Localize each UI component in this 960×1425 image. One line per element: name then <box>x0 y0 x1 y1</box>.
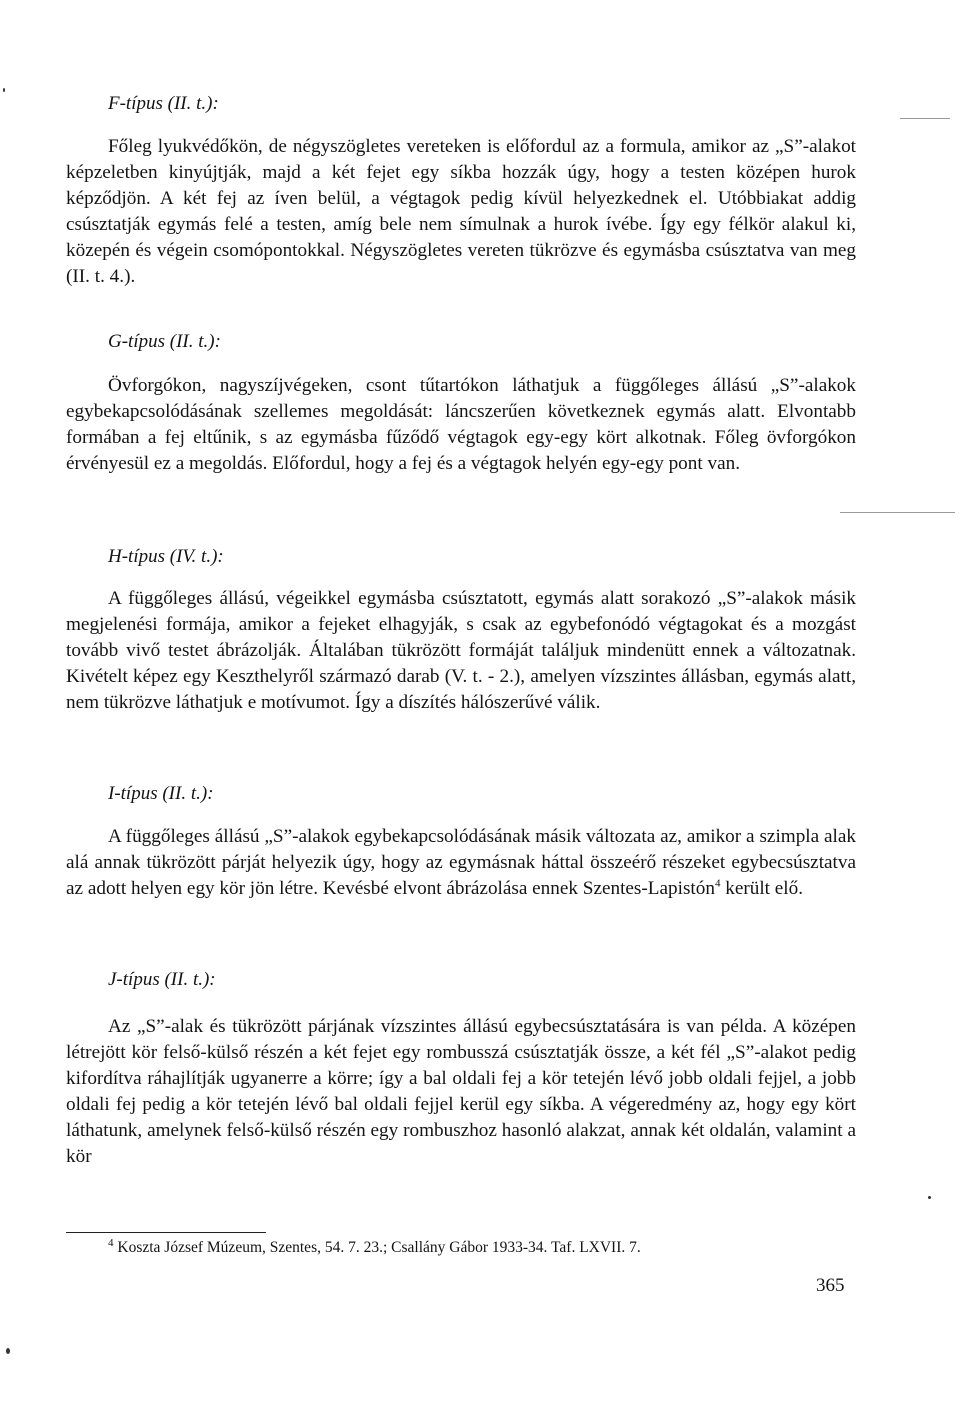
paragraph-text: Övforgókon, nagyszíjvégeken, csont tűtartókon láthatjuk a függőleges állású „S”-alakok egybekapcsolódásának szellemes megoldását: láncszerűen következnek egymás alatt. Elvontabb formában a fej eltűnik, s az egymásba fűződő végtagok egy-egy kört alkotnak. Főleg övforgókon érvényesül ez a megoldás. Előfordul, hogy a fej és a végtagok helyén egy-egy pont van. <box>66 375 856 474</box>
footnote-marker: 4 <box>108 1236 114 1249</box>
scan-speck <box>3 88 5 92</box>
section-paragraph-h <box>66 586 856 716</box>
scan-artifact-line <box>900 118 950 119</box>
section-paragraph-i <box>66 824 856 902</box>
scan-speck <box>928 1196 931 1199</box>
section-heading-g: G-típus (II. t.): <box>108 331 221 352</box>
section-paragraph-j <box>66 1014 856 1170</box>
section-heading-i: I-típus (II. t.): <box>108 783 214 804</box>
paragraph-text: A függőleges állású, végeikkel egymásba csúsztatott, egymás alatt sorakozó „S”-alakok másik megjelenési formája, amikor a fejeket elhagyják, s csak az egybefonódó végtagokat és a mozgást tovább vivő testet ábrázolják. Általában tükrözött formáját találjuk mindenütt ennek a változatnak. Kivételt képez egy Keszthelyről származó darab (V. t. - 2.), amelyen vízszintes állásban, egymás alatt, nem tükrözve láthatjuk e motívumot. Így a díszítés hálószerűvé válik. <box>66 588 856 713</box>
footnote-separator <box>66 1232 266 1233</box>
section-paragraph-g <box>66 373 856 477</box>
page-number: 365 <box>816 1275 845 1296</box>
paragraph-text-after-ref: került elő. <box>720 878 804 899</box>
section-heading-h: H-típus (IV. t.): <box>108 546 224 567</box>
scan-speck <box>6 1348 10 1354</box>
footnote <box>108 1238 641 1258</box>
section-heading-f: F-típus (II. t.): <box>108 93 219 114</box>
paragraph-text-before-ref: A függőleges állású „S”-alakok egybekapcsolódásának másik változata az, amikor a szimpla alak alá annak tükrözött párját helyezik úgy, hogy az egymásnak háttal összeérő részeket egybecsúsztatva az adott helyen egy kör jön létre. Kevésbé elvont ábrázolása ennek Szentes-Lapistón <box>66 826 856 899</box>
paragraph-text <box>66 824 856 902</box>
paragraph-text: Főleg lyukvédőkön, de négyszögletes vereteken is előfordul az a formula, amikor az „S”-alakot képzeletben kinyújtják, majd a két fejet egy síkba hozzák úgy, hogy a testen középen hurok képződjön. A két fej az íven belül, a végtagok pedig kívül helyezkednek el. Utóbbiakat addig csúsztatják egymás felé a testen, amíg bele nem símulnak a hurok ívébe. Így egy félkör alakul ki, közepén és végein csomópontokkal. Négyszögletes vereten tükrözve és egymásba csúsztatva van meg (II. t. 4.). <box>66 136 856 287</box>
footnote-reference[interactable]: 4 <box>714 877 721 890</box>
section-paragraph-f <box>66 134 856 290</box>
section-heading-j: J-típus (II. t.): <box>108 969 216 990</box>
footnote-text: Koszta József Múzeum, Szentes, 54. 7. 23.; Csallány Gábor 1933-34. Taf. LXVII. 7. <box>113 1239 641 1256</box>
paragraph-text: Az „S”-alak és tükrözött párjának vízszintes állású egybecsúsztatására is van példa. A középen létrejött kör felső-külső részén a két fejet egy rombusszá csúsztatják össze, a két fél „S”-alakot pedig kifordítva ráhajlítják ugyanerre a körre; így a bal oldali fej a kör tetején lévő jobb oldali fejjel, a jobb oldali fej pedig a kör tetején lévő bal oldali fejjel kerül egy síkba. A végeredmény az, hogy egy kört láthatunk, amelynek felső-külső részén egy rombuszhoz hasonló alakzat, annak két oldalán, valamint a kör <box>66 1016 856 1167</box>
scan-artifact-line <box>840 512 955 513</box>
